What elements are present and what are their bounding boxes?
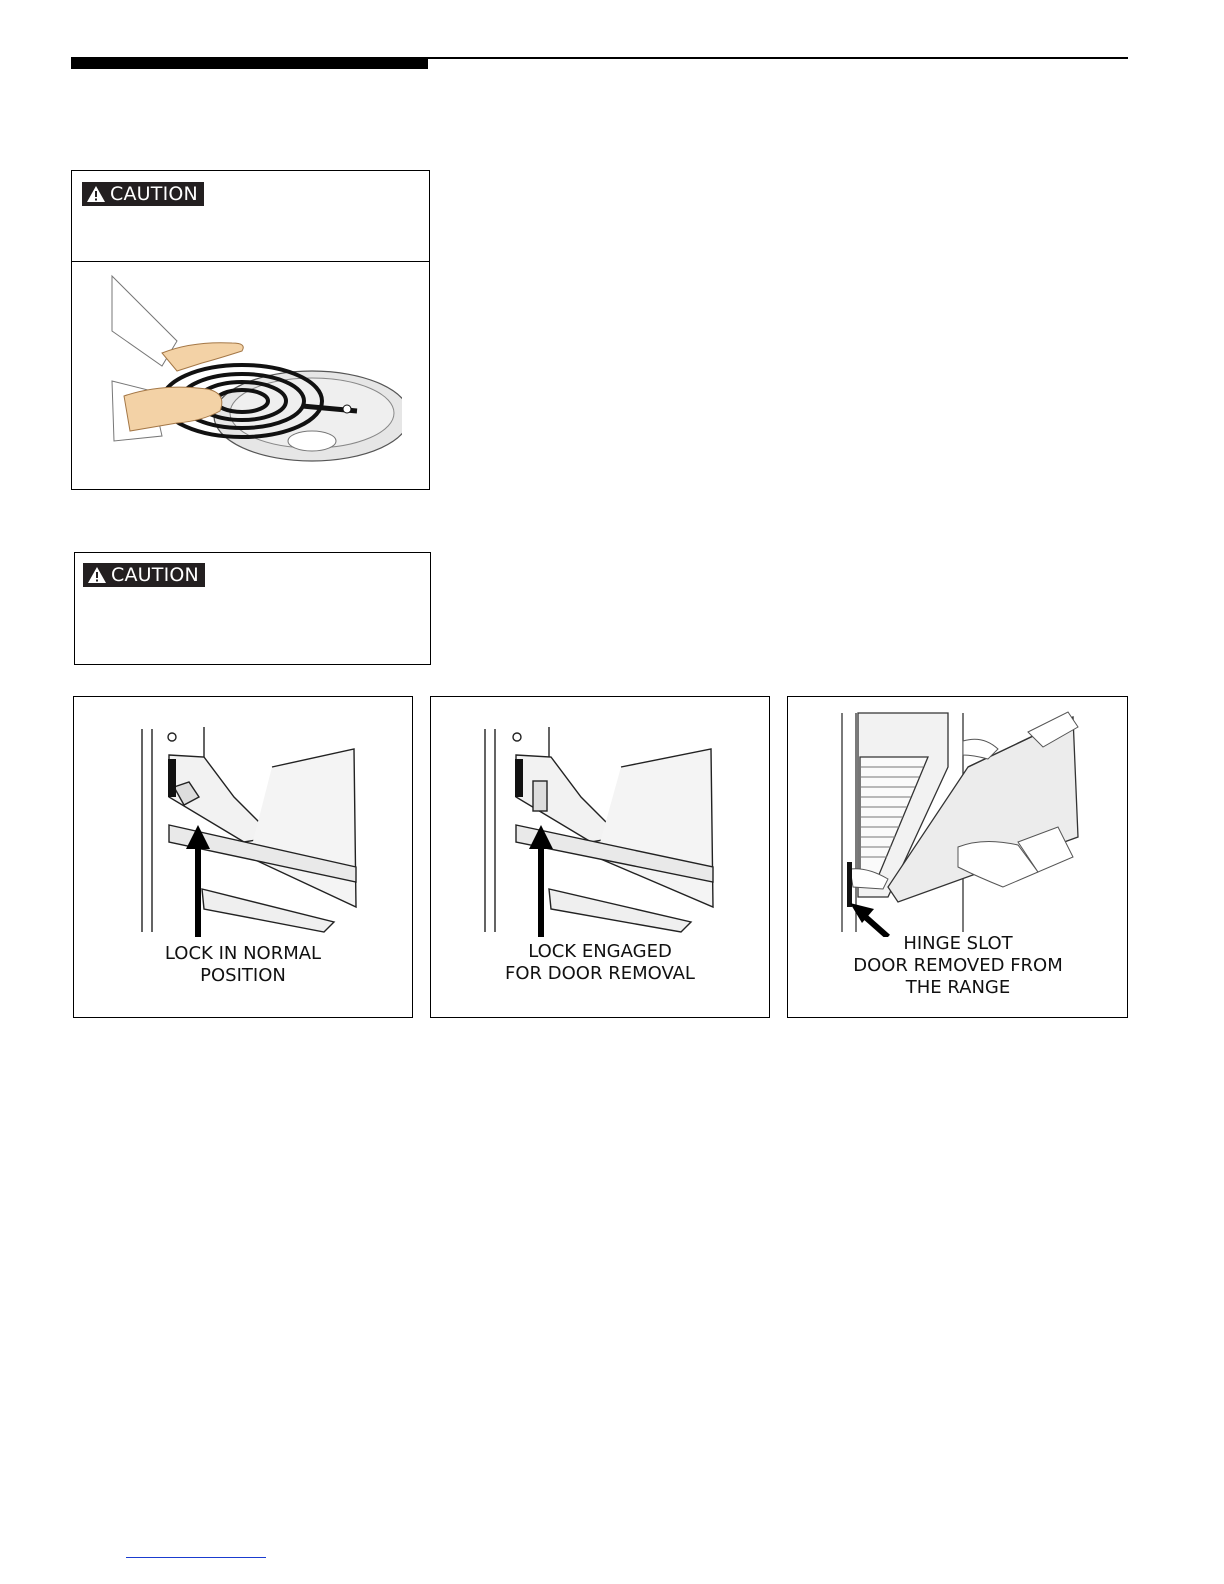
figure-lock-engaged: [430, 696, 770, 1018]
footer-link-underline[interactable]: [126, 1557, 266, 1558]
warning-icon: [87, 566, 107, 584]
figure-door-removal: [787, 696, 1128, 1018]
caution-badge: [82, 182, 204, 206]
door-hinge-lock-normal-illustration: [74, 697, 412, 937]
figure-lock-normal: [73, 696, 413, 1018]
door-hinge-lock-engaged-illustration: [431, 697, 769, 937]
oven-door-removal-illustration: [788, 697, 1127, 937]
caution-box-door: [74, 552, 431, 665]
section-header-rule: [428, 57, 1128, 59]
section-header-bar: [71, 57, 428, 69]
caution-divider: [72, 261, 429, 262]
caution-label: CAUTION: [110, 183, 198, 205]
figure-caption: LOCK ENGAGED FOR DOOR REMOVAL: [505, 941, 695, 984]
warning-icon: [86, 185, 106, 203]
burner-removal-illustration: [102, 271, 402, 471]
figure-caption: LOCK IN NORMAL POSITION: [164, 943, 322, 986]
caution-badge: [83, 563, 205, 587]
caution-box-burner: [71, 170, 430, 490]
caution-label: CAUTION: [111, 564, 199, 586]
figure-caption: HINGE SLOT DOOR REMOVED FROM THE RANGE: [853, 933, 1063, 998]
